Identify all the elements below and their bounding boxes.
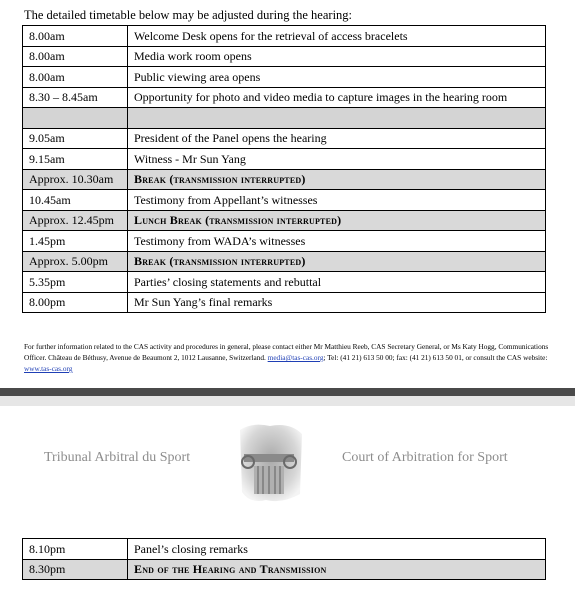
footnote-text: For further information related to the CAS activity and procedures in general, please contact either Mr Matthieu Reeb, CAS Secretary General, or Ms Katy Hogg, Communications Officer. Château de Béthusy, Avenue de Beaumont 2, 1012 Lausanne, Switzerland.	[24, 342, 549, 362]
time-cell: 10.45am	[23, 190, 128, 211]
event-cell: Break (transmission interrupted)	[128, 251, 546, 272]
time-cell: 8.00am	[23, 46, 128, 67]
time-cell: 5.35pm	[23, 272, 128, 293]
table-row	[23, 108, 546, 129]
table-row	[23, 539, 546, 560]
time-cell: 8.00am	[23, 26, 128, 47]
event-cell: Testimony from Appellant’s witnesses	[128, 190, 546, 211]
event-cell: Break (transmission interrupted)	[128, 169, 546, 190]
table-row	[23, 26, 546, 47]
website-link[interactable]: www.tas-cas.org	[24, 364, 73, 373]
table-row	[23, 87, 546, 108]
event-cell	[128, 108, 546, 129]
table-row	[23, 169, 546, 190]
table-row	[23, 231, 546, 252]
table-row	[23, 128, 546, 149]
time-cell: 9.05am	[23, 128, 128, 149]
event-cell: Media work room opens	[128, 46, 546, 67]
table-row	[23, 149, 546, 170]
cas-column-logo	[232, 420, 306, 506]
time-cell: Approx. 12.45pm	[23, 210, 128, 231]
table-row	[23, 46, 546, 67]
header-english-name: Court of Arbitration for Sport	[342, 450, 508, 465]
time-cell: 1.45pm	[23, 231, 128, 252]
event-cell: Opportunity for photo and video media to capture images in the hearing room	[128, 87, 546, 108]
page-separator-shadow	[0, 396, 575, 406]
table-row	[23, 559, 546, 580]
table-row	[23, 292, 546, 313]
table-row	[23, 272, 546, 293]
event-cell: Public viewing area opens	[128, 67, 546, 88]
time-cell: Approx. 5.00pm	[23, 251, 128, 272]
event-cell: Mr Sun Yang’s final remarks	[128, 292, 546, 313]
time-cell: 8.10pm	[23, 539, 128, 560]
time-cell: Approx. 10.30am	[23, 169, 128, 190]
event-cell: Witness - Mr Sun Yang	[128, 149, 546, 170]
event-cell: Welcome Desk opens for the retrieval of access bracelets	[128, 26, 546, 47]
event-cell: End of the Hearing and Transmission	[128, 559, 546, 580]
time-cell: 8.00am	[23, 67, 128, 88]
event-cell: Lunch Break (transmission interrupted)	[128, 210, 546, 231]
footnote-contact: ; Tel: (41 21) 613 50 00; fax: (41 21) 613 50 01, or consult the CAS website:	[323, 353, 548, 362]
event-cell: Testimony from WADA’s witnesses	[128, 231, 546, 252]
timetable-table-continued	[22, 538, 546, 580]
time-cell: 8.30pm	[23, 559, 128, 580]
timetable-table	[22, 25, 546, 313]
time-cell: 8.00pm	[23, 292, 128, 313]
page-separator	[0, 388, 575, 396]
email-link[interactable]: media@tas-cas.org	[267, 353, 324, 362]
time-cell: 8.30 – 8.45am	[23, 87, 128, 108]
time-cell	[23, 108, 128, 129]
timetable-intro: The detailed timetable below may be adjusted during the hearing:	[24, 8, 353, 22]
header-french-name: Tribunal Arbitral du Sport	[44, 450, 191, 465]
contact-footnote	[24, 341, 549, 374]
table-row	[23, 251, 546, 272]
table-row	[23, 67, 546, 88]
table-row	[23, 190, 546, 211]
event-cell: Parties’ closing statements and rebuttal	[128, 272, 546, 293]
event-cell: Panel’s closing remarks	[128, 539, 546, 560]
event-cell: President of the Panel opens the hearing	[128, 128, 546, 149]
time-cell: 9.15am	[23, 149, 128, 170]
table-row	[23, 210, 546, 231]
